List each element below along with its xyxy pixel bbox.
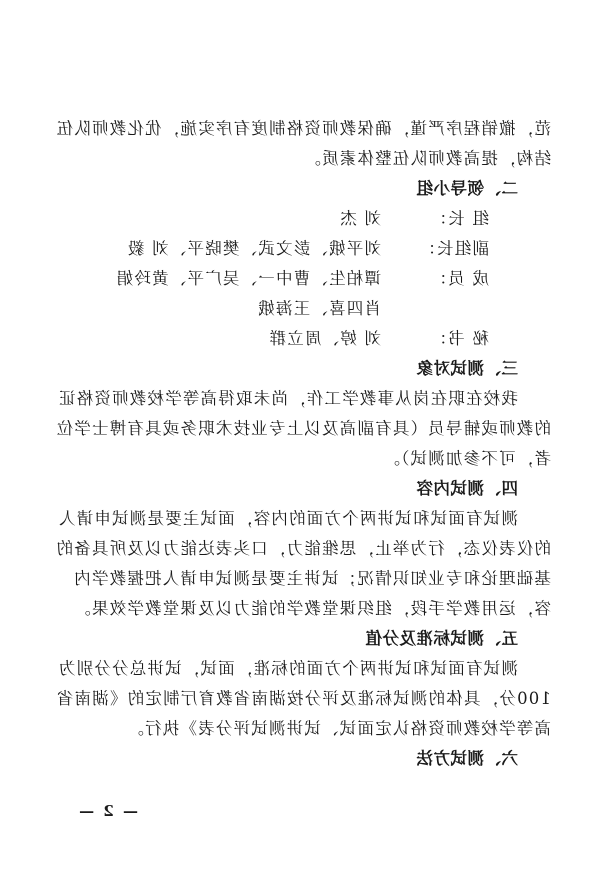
section-heading-test-content: 四、测试内容: [416, 479, 518, 498]
paragraph-line: 高等学校教师资格认定面试、试讲测试评分表》执行。: [126, 719, 551, 738]
member-row-secretary: [63, 324, 551, 354]
member-names: 刘 婷、周立群: [268, 329, 381, 348]
section-heading-leadership: 二、领导小组: [416, 179, 518, 198]
member-row-members: [63, 264, 551, 294]
section-heading-test-method: 六、测试方法: [416, 749, 518, 768]
member-names: 刘 杰: [339, 209, 381, 228]
paragraph-line: 测试有面试和试讲两个方面的标准，面试，试讲总分分别为: [57, 659, 518, 678]
document-body: [55, 114, 551, 774]
paragraph-line: 我校在职在岗从事教学工作，尚未取得高等学校教师资格证: [57, 389, 518, 408]
member-names: 刘平娥、彭文武、樊晓平、刘 毅: [126, 239, 381, 258]
member-role: 成 员：: [429, 269, 489, 288]
paragraph-line: 容，运用教学手段，组织课堂教学的能力以及课堂教学效果。: [73, 599, 551, 618]
intro-paragraph-line: 范，撤销程序严谨，确保教师资格制度有序实施，优化教师队伍: [55, 119, 551, 138]
member-row-members-continued: [63, 294, 551, 324]
paragraph-line: 100分，具体的测试标准及评分按湖南省教育厅制定的《湖南省: [55, 689, 551, 708]
paragraph-line: 的教师或辅导员（具有副高及以上专业技术职务或具有博士学位: [55, 419, 551, 438]
member-row-deputy: [63, 234, 551, 264]
member-role: 副组长：: [418, 239, 489, 258]
member-role: 秘 书：: [429, 329, 489, 348]
paragraph-line: 基础理论和专业知识情况；试讲主要是测试申请人把握教学内: [73, 569, 551, 588]
intro-paragraph-line: 结构，提高教师队伍整体素质。: [303, 149, 551, 168]
paragraph-line: 测试有面试和试讲两个方面的内容，面试主要是测试申请人: [57, 509, 518, 528]
member-role: 组 长：: [429, 209, 489, 228]
paragraph-line: 者，可不参加测试）。: [382, 449, 551, 468]
member-row-leader: [63, 204, 551, 234]
paragraph-line: 的仪表仪态，行为举止，思维能力，口头表达能力以及所具备的: [55, 539, 551, 558]
section-heading-test-standards: 五、测试标准及分值: [365, 629, 518, 648]
member-names: 谭柏生、曹中一、吴广平、黄玲娟: [115, 269, 381, 288]
section-heading-test-subjects: 三、测试对象: [416, 359, 518, 378]
member-role: [381, 294, 551, 324]
member-names: 肖四喜、王海娥: [257, 299, 381, 318]
page-number: — 2 —: [77, 802, 138, 820]
